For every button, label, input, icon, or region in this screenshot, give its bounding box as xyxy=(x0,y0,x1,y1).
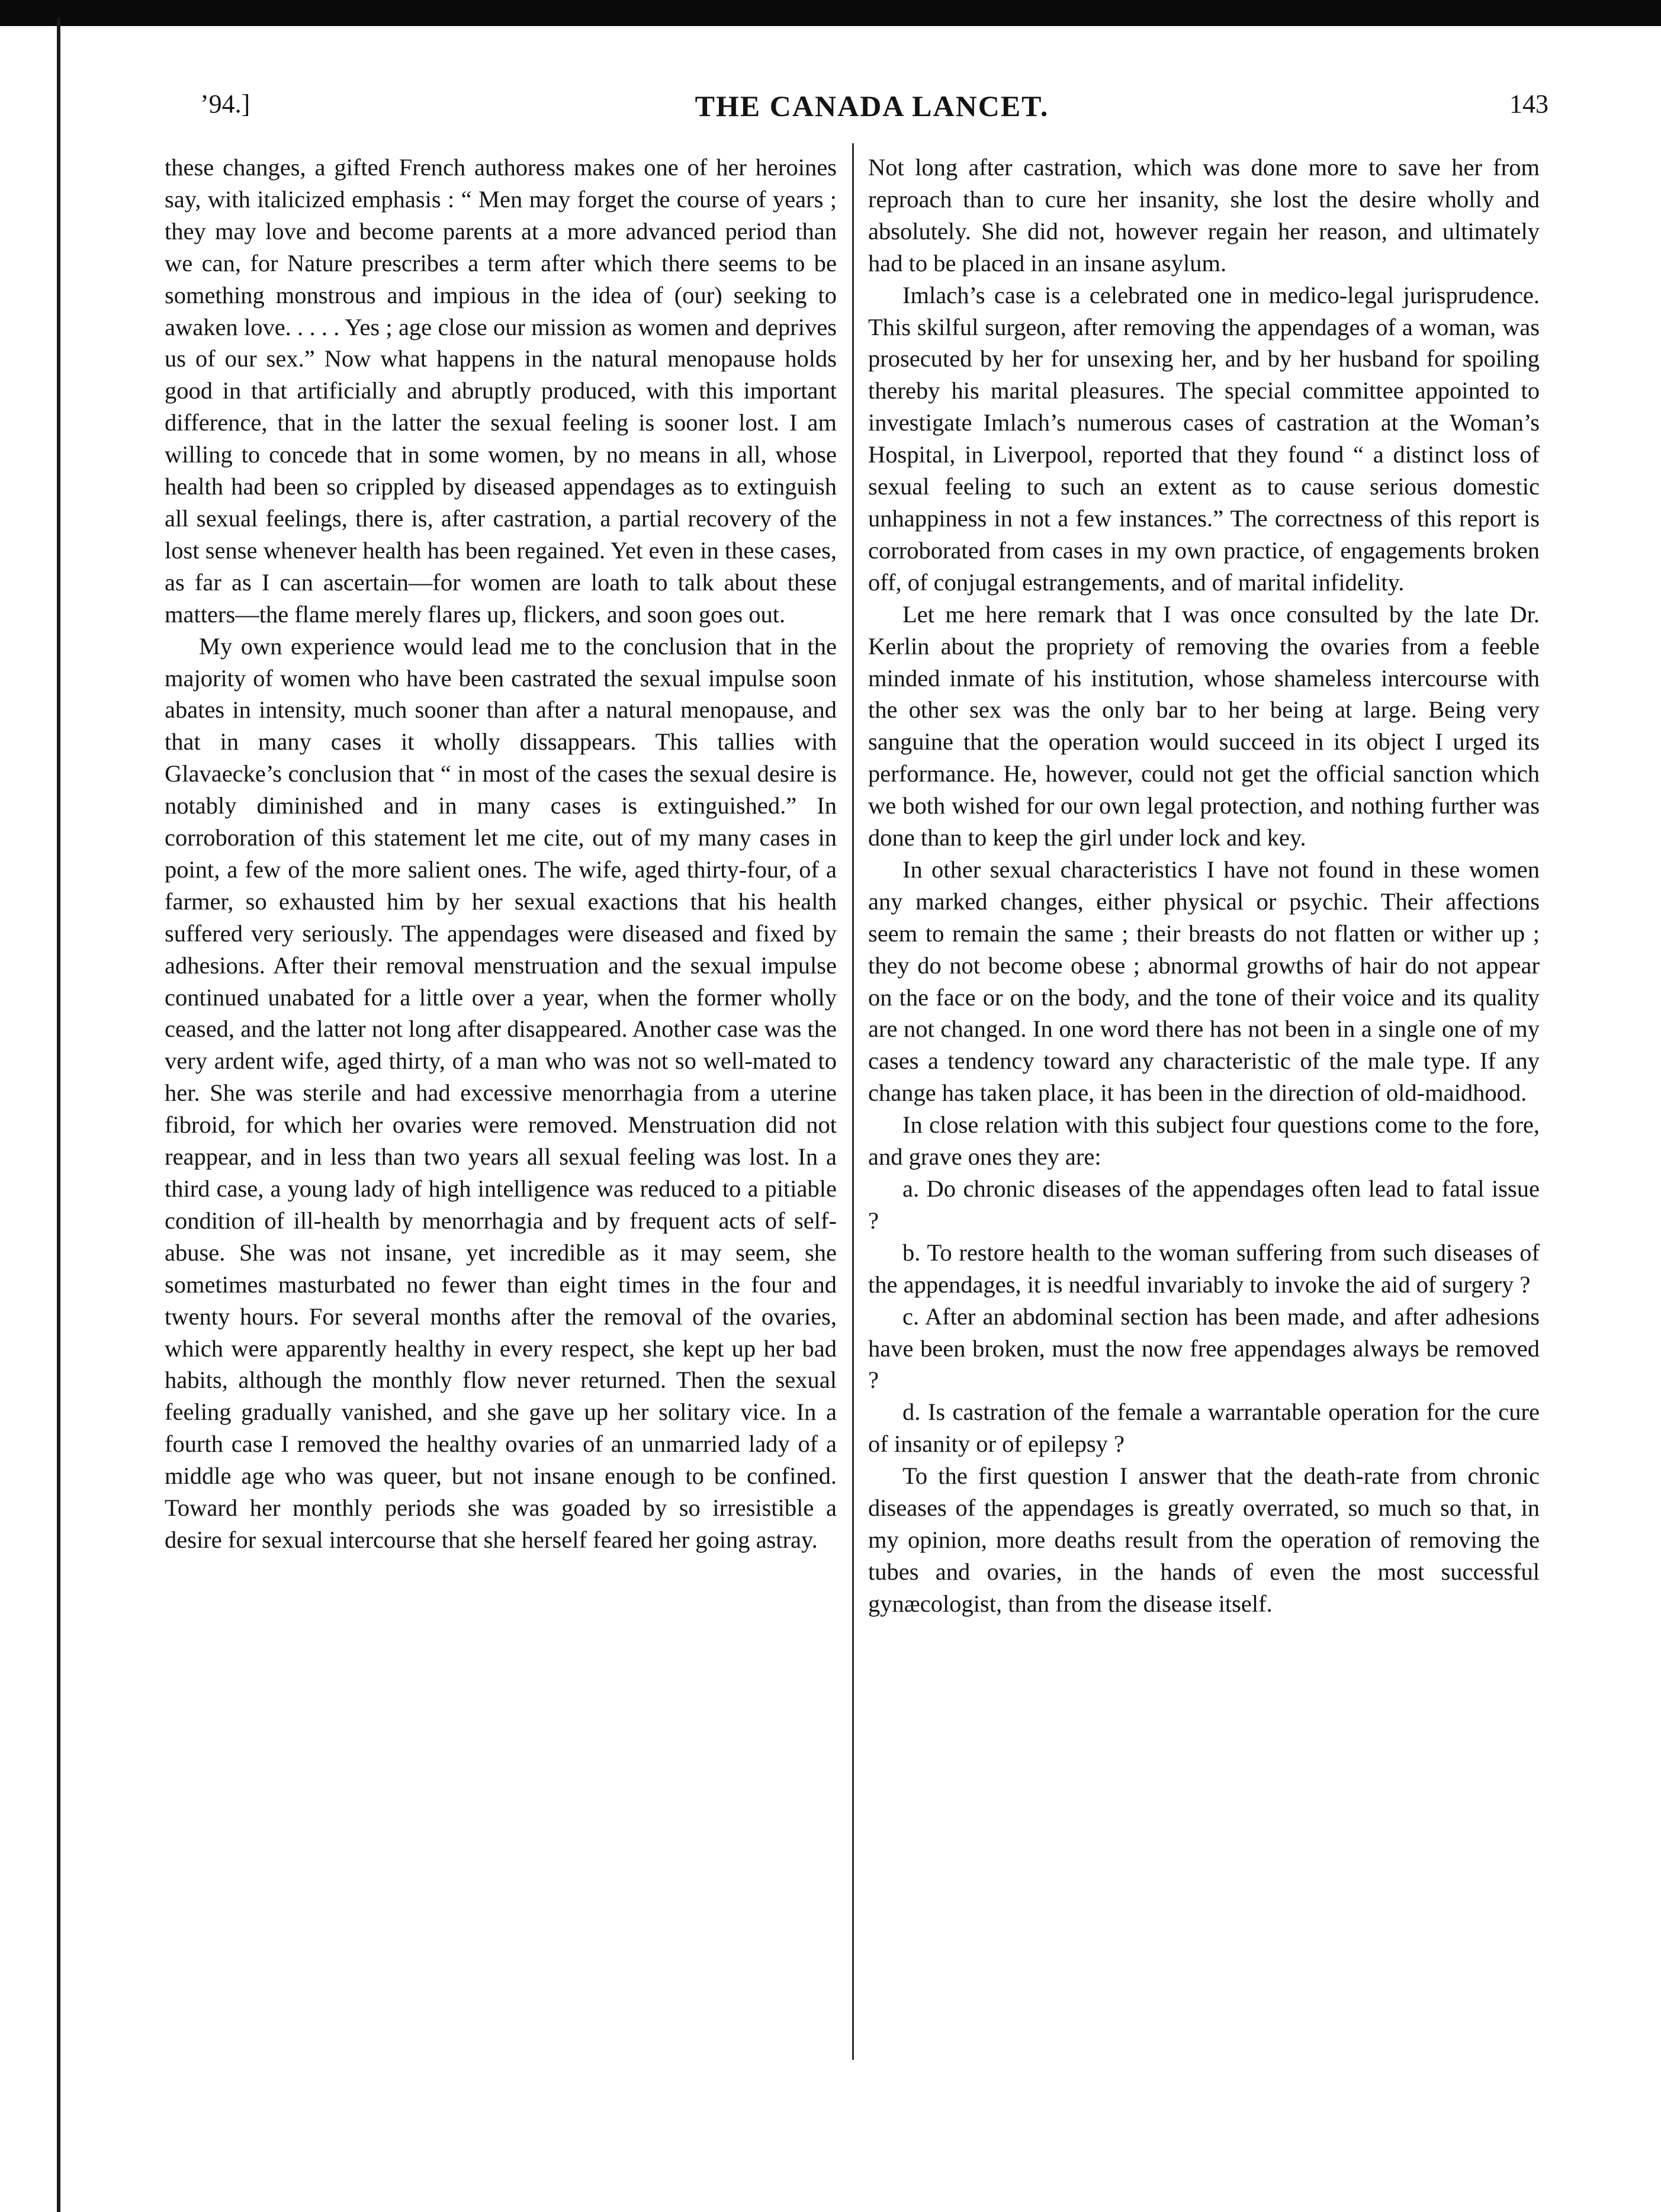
paragraph: these changes, a gifted French authoress makes one of her heroines say, with italicized emphasis : “ Men may forget the course of years ; they may love and become parents at a more advanced period than we can, for Nature prescribes a term after which there seems to be something monstrous and impious in the idea of (our) seeking to awaken love. . . . . Yes ; age close our mission as women and deprives us of our sex.” Now what happens in the natural menopause holds good in that artificially and abruptly produced, with this important difference, that in the latter the sexual feeling is sooner lost. I am willing to concede that in some women, by no means in all, whose health had been so crippled by diseased appendages as to extinguish all sexual feelings, there is, after castration, a partial recovery of the lost sense whenever health has been regained. Yet even in these cases, as far as I can ascertain—for women are loath to talk about these matters—the flame merely flares up, flickers, and soon goes out. xyxy=(165,154,837,628)
page-number: 143 xyxy=(1509,89,1548,118)
page-header xyxy=(195,89,1548,136)
paragraph: Let me here remark that I was once consulted by the late Dr. Kerlin about the propriety of removing the ovaries from a feeble minded inmate of his institution, whose shameless intercourse with the other sex was the only bar to her being at large. Being very sanguine that the operation would succeed in its object I urged its performance. He, however, could not get the official sanction which we both wished for our own legal protection, and nothing further was done than to keep the girl under lock and key. xyxy=(868,600,1540,851)
volume-year: ’94.] xyxy=(200,89,250,118)
question-d: d. Is castration of the female a warrantable operation for the cure of insanity or of epilepsy ? xyxy=(868,1398,1540,1458)
paragraph: In close relation with this subject four questions come to the fore, and grave ones they are: xyxy=(868,1111,1540,1171)
question-a: a. Do chronic diseases of the appendages often lead to fatal issue ? xyxy=(868,1175,1540,1234)
question-c: c. After an abdominal section has been made, and after adhesions have been broken, must the now free appendages always be removed ? xyxy=(868,1303,1540,1394)
column-divider xyxy=(852,143,854,2060)
paragraph: Not long after castration, which was done more to save her from reproach than to cure her insanity, she lost the desire wholly and absolutely. She did not, however regain her reason, and ultimately had to be placed in an insane asylum. xyxy=(868,154,1540,276)
right-column xyxy=(868,152,1540,1620)
left-column xyxy=(165,152,837,1556)
paragraph: In other sexual characteristics I have not found in these women any marked changes, either physical or psychic. Their affections seem to remain the same ; their breasts do not flatten or wither up ; they do not become obese ; abnormal growths of hair do not appear on the face or on the body, and the tone of their voice and its quality are not changed. In one word there has not been in a single one of my cases a tendency toward any characteristic of the male type. If any change has taken place, it has been in the direction of old-maidhood. xyxy=(868,856,1540,1107)
scan-top-edge xyxy=(0,0,1661,26)
paragraph: My own experience would lead me to the conclusion that in the majority of women who have been castrated the sexual impulse soon abates in intensity, much sooner than after a natural menopause, and that in many cases it wholly dissappears. This tallies with Glavaecke’s conclusion that “ in most of the cases the sexual desire is notably diminished and in many cases is extinguished.” In corroboration of this statement let me cite, out of my many cases in point, a few of the more salient ones. The wife, aged thirty-four, of a farmer, so exhausted him by her sexual exactions that his health suffered very seriously. The appendages were diseased and fixed by adhesions. After their removal menstruation and the sexual impulse continued unabated for a little over a year, when the former wholly ceased, and the latter not long after disappeared. Another case was the very ardent wife, aged thirty, of a man who was not so well-mated to her. She was sterile and had excessive menorrhagia from a uterine fibroid, for which her ovaries were removed. Menstruation did not reappear, and in less than two years all sexual feeling was lost. In a third case, a young lady of high intelligence was reduced to a pitiable condition of ill-health by menorrhagia and by frequent acts of self-abuse. She was not insane, yet incredible as it may seem, she sometimes masturbated no fewer than eight times in the four and twenty hours. For several months after the removal of the ovaries, which were apparently healthy in every respect, she kept up her bad habits, although the monthly flow never returned. Then the sexual feeling gradually vanished, and she gave up her solitary vice. In a fourth case I removed the healthy ovaries of an unmarried lady of a middle age who was queer, but not insane enough to be confined. Toward her monthly periods she was goaded by so irresistible a desire for sexual intercourse that she herself feared her going astray. xyxy=(165,632,837,1553)
question-b: b. To restore health to the woman suffering from such diseases of the appendages, it is needful invariably to invoke the aid of surgery ? xyxy=(868,1239,1540,1298)
paragraph: To the first question I answer that the death-rate from chronic diseases of the appendages is greatly overrated, so much so that, in my opinion, more deaths result from the operation of removing the tubes and ovaries, in the hands of even the most successful gynæcologist, than from the disease itself. xyxy=(868,1462,1540,1617)
scan-left-edge xyxy=(57,18,60,2212)
journal-title: THE CANADA LANCET. xyxy=(695,89,1049,123)
paragraph: Imlach’s case is a celebrated one in medico-legal jurisprudence. This skilful surgeon, after removing the appendages of a woman, was prosecuted by her for unsexing her, and by her husband for spoiling thereby his marital pleasures. The special committee appointed to investigate Imlach’s numerous cases of castration at the Woman’s Hospital, in Liverpool, reported that they found “ a distinct loss of sexual feeling to such an extent as to cause serious domestic unhappiness in not a few instances.” The correctness of this report is corroborated from cases in my own practice, of engagements broken off, of conjugal estrangements, and of marital infidelity. xyxy=(868,281,1540,596)
